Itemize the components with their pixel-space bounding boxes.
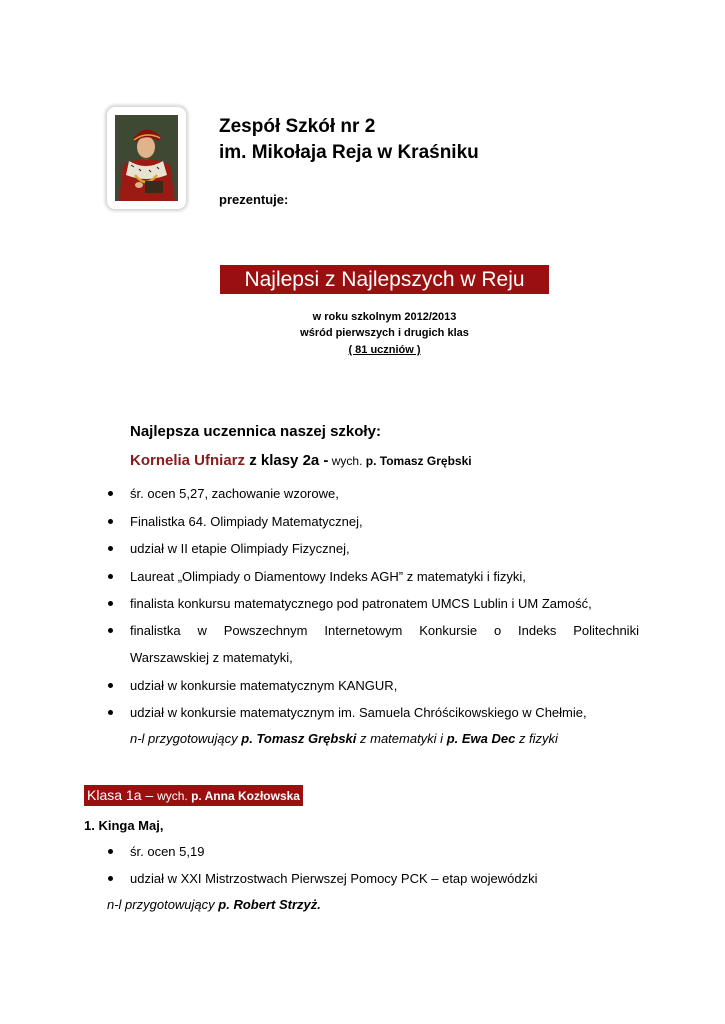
list-item: udział w II etapie Olimpiady Fizycznej, (130, 535, 350, 562)
portrait-image (115, 115, 178, 201)
best-student-line (130, 452, 472, 469)
presents-label: prezentuje: (219, 192, 289, 207)
tutor-name: p. Tomasz Grębski (365, 454, 472, 468)
class-1a-teacher-note: n-l przygotowujący p. Robert Strzyż. (107, 897, 321, 912)
student-name: 1. Kinga Maj, (84, 818, 164, 833)
list-item (130, 617, 639, 644)
teacher-note: n-l przygotowujący p. Tomasz Grębski z matematyki i p. Ewa Dec z fizyki (130, 731, 558, 746)
classes-line: wśród pierwszych i drugich klas (300, 327, 469, 339)
class-tutor-name: p. Anna Kozłowska (191, 789, 300, 803)
justified-line: finalistka w Powszechnym Internetowym Konkursie o Indeks Politechniki (130, 623, 639, 638)
list-item: Finalistka 64. Olimpiady Matematycznej, (130, 508, 363, 535)
class-label: Klasa 1a (87, 787, 142, 803)
school-name (219, 114, 479, 166)
list-item: udział w konkursie matematycznym KANGUR, (130, 672, 397, 699)
tutor-prefix: wych. (328, 454, 366, 468)
list-item: Laureat „Olimpiady o Diamentowy Indeks AGH” z matematyki i fizyki, (130, 563, 526, 590)
list-item: śr. ocen 5,19 (130, 838, 204, 865)
student-count-text: ( 81 uczniów ) (348, 344, 421, 356)
school-name-line1: Zespół Szkół nr 2 (219, 116, 376, 137)
best-student-name: Kornelia Ufniarz (130, 452, 246, 469)
list-item: finalista konkursu matematycznego pod patronatem UMCS Lublin i UM Zamość, (130, 590, 592, 617)
list-item: udział w XXI Mistrzostwach Pierwszej Pomocy PCK – etap wojewódzki (130, 865, 537, 892)
page-title-banner: Najlepsi z Najlepszych w Reju (220, 265, 549, 294)
list-item: śr. ocen 5,27, zachowanie wzorowe, (130, 480, 339, 507)
best-student-class: z klasy 2a - (245, 452, 329, 469)
list-item: udział w konkursie matematycznym im. Samuela Chróścikowskiego w Chełmie, (130, 699, 587, 726)
school-name-line2: im. Mikołaja Reja w Kraśniku (219, 142, 479, 163)
class-1a-header: Klasa 1a – wych. p. Anna Kozłowska (84, 785, 303, 806)
school-year-line: w roku szkolnym 2012/2013 (312, 311, 457, 323)
list-item-continuation: Warszawskiej z matematyki, (130, 650, 293, 665)
best-student-heading: Najlepsza uczennica naszej szkoły: (130, 423, 381, 440)
patron-portrait (107, 107, 186, 209)
student-count (220, 344, 549, 356)
